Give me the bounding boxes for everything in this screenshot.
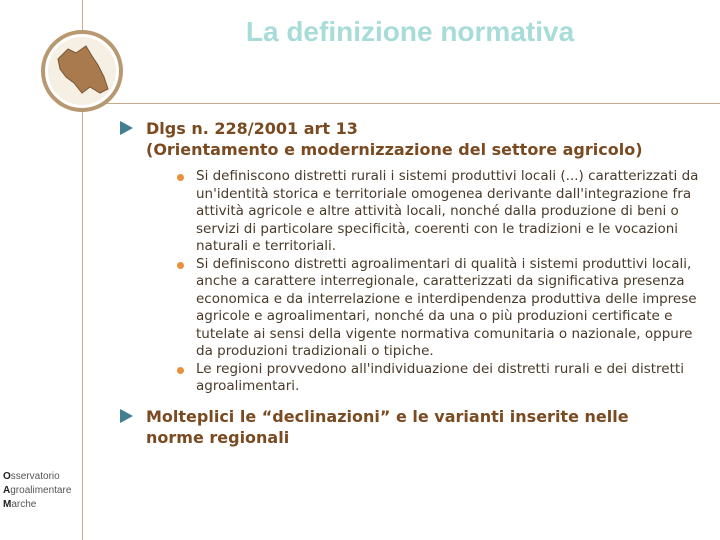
point-regional-norms: [118, 406, 708, 448]
footer-line: Osservatorio: [3, 471, 60, 482]
page-title: La definizione normativa: [245, 16, 575, 47]
point-dlgs: [118, 118, 708, 396]
footer-line: Agroalimentare: [3, 485, 72, 496]
content: [118, 118, 708, 448]
point-heading: Molteplici le “declinazioni” e le varianti inserite nelle: [146, 406, 629, 426]
dot-bullet-icon: [177, 174, 184, 181]
point-heading-sub: (Orientamento e modernizzazione del settore agricolo): [146, 140, 643, 159]
marche-region-map-icon: [40, 29, 124, 113]
dot-bullet-icon: [177, 262, 184, 269]
arrow-bullet-icon: [120, 409, 133, 423]
observatory-logo: [3, 470, 71, 512]
dot-bullet-icon: [177, 367, 184, 374]
horizontal-rule: [82, 103, 720, 104]
footer-line: Marche: [3, 499, 37, 510]
point-heading: Dlgs n. 228/2001 art 13: [146, 119, 358, 138]
list-item: Le regioni provvedono all'individuazione dei distretti rurali e dei distretti agroalimentari.: [174, 361, 708, 396]
arrow-bullet-icon: [120, 121, 133, 135]
list-item: Si definiscono distretti rurali i sistemi produttivi locali (...) caratterizzati da un'identità storica e territoriale omogenea derivante dall'integrazione fra attività agricole e altre attività locali, nonché dalla produzione di beni o servizi di particolare specificità, coerenti con le tradizioni e le vocazioni naturali e territoriali.: [174, 168, 708, 256]
list-item: Si definiscono distretti agroalimentari di qualità i sistemi produttivi locali, anche a carattere interregionale, caratterizzati da significativa presenza economica e da interrelazione e interdipendenza produttiva delle imprese agricole e agroalimentari, nonché da una o più produzioni certificate e tutelate ai sensi della vigente normativa comunitaria o nazionale, oppure da produzioni tradizionali o tipiche.: [174, 256, 708, 361]
point-heading-sub: norme regionali: [146, 427, 290, 447]
sub-bullet-list: [174, 168, 708, 396]
